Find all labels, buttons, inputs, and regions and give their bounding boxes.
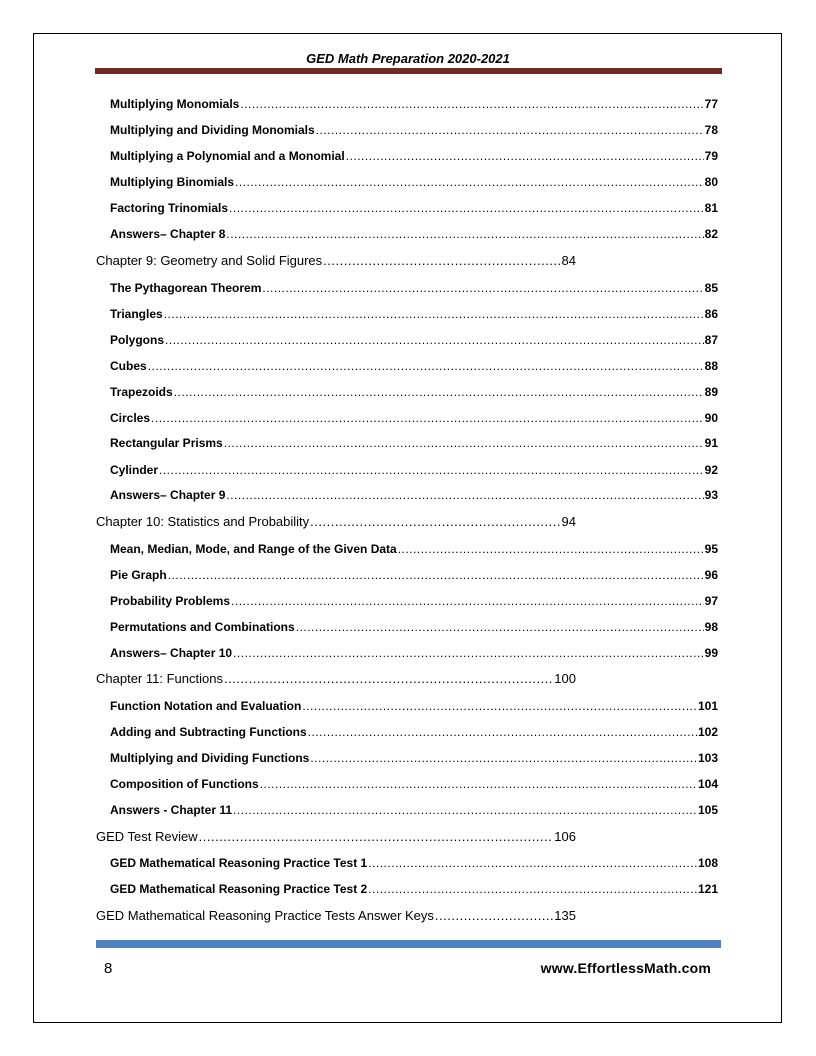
toc-leader-dots xyxy=(168,565,704,585)
toc-leader-dots xyxy=(398,539,704,559)
toc-entry-title: GED Mathematical Reasoning Practice Test 1 xyxy=(110,856,368,870)
toc-entry-page: 85 xyxy=(704,281,718,295)
toc-entry-title: Polygons xyxy=(110,333,165,347)
toc-entry[interactable] xyxy=(110,879,718,899)
toc-leader-dots xyxy=(226,224,703,244)
toc-entry[interactable] xyxy=(110,591,718,611)
toc-entry-page: 121 xyxy=(697,882,718,896)
toc-entry-title: Function Notation and Evaluation xyxy=(110,699,302,713)
toc-entry[interactable] xyxy=(110,565,718,585)
toc-chapter-page: 100 xyxy=(554,671,576,686)
toc-leader-dots xyxy=(308,722,697,742)
toc-entry[interactable] xyxy=(110,94,718,114)
toc-entry-page: 98 xyxy=(704,620,718,634)
toc-entry[interactable] xyxy=(110,748,718,768)
toc-leader-dots xyxy=(310,512,560,532)
toc-chapter[interactable] xyxy=(96,512,576,532)
toc-entry-page: 78 xyxy=(704,123,718,137)
toc-entry[interactable] xyxy=(110,433,718,453)
toc-leader-dots xyxy=(435,906,553,926)
toc-entry-page: 92 xyxy=(704,463,718,477)
toc-leader-dots xyxy=(235,172,704,192)
toc-entry-page: 87 xyxy=(704,333,718,347)
toc-entry[interactable] xyxy=(110,408,718,428)
toc-entry-page: 80 xyxy=(704,175,718,189)
toc-leader-dots xyxy=(151,408,704,428)
toc-entry-title: Factoring Trinomials xyxy=(110,201,229,215)
toc-entry-page: 95 xyxy=(704,542,718,556)
toc-entry[interactable] xyxy=(110,539,718,559)
toc-chapter-page: 94 xyxy=(561,514,576,529)
toc-chapter-title: GED Mathematical Reasoning Practice Tests Answer Keys xyxy=(96,908,434,923)
toc-entry-title: Answers– Chapter 9 xyxy=(110,488,226,502)
toc-entry-title: Multiplying and Dividing Functions xyxy=(110,751,310,765)
toc-chapter-title: Chapter 11: Functions xyxy=(96,671,223,686)
toc-entry-page: 96 xyxy=(704,568,718,582)
toc-entry-title: Cylinder xyxy=(110,463,159,477)
toc-entry[interactable] xyxy=(110,172,718,192)
toc-entry-title: The Pythagorean Theorem xyxy=(110,281,262,295)
toc-leader-dots xyxy=(240,94,703,114)
toc-leader-dots xyxy=(310,748,697,768)
toc-leader-dots xyxy=(368,853,697,873)
toc-entry-title: Probability Problems xyxy=(110,594,231,608)
toc-entry[interactable] xyxy=(110,356,718,376)
toc-leader-dots xyxy=(302,696,697,716)
toc-leader-dots xyxy=(226,485,703,505)
toc-entry[interactable] xyxy=(110,853,718,873)
toc-entry[interactable] xyxy=(110,800,718,820)
toc-entry-title: Trapezoids xyxy=(110,385,173,399)
toc-leader-dots xyxy=(368,879,697,899)
footer-rule xyxy=(96,940,721,948)
toc-entry-title: Answers - Chapter 11 xyxy=(110,803,233,817)
toc-leader-dots xyxy=(262,278,703,298)
toc-entry-title: Pie Graph xyxy=(110,568,167,582)
toc-entry[interactable] xyxy=(110,304,718,324)
toc-leader-dots xyxy=(174,382,704,402)
toc-entry-page: 102 xyxy=(697,725,718,739)
toc-leader-dots xyxy=(224,433,704,453)
toc-chapter[interactable] xyxy=(96,827,576,847)
toc-entry-page: 89 xyxy=(704,385,718,399)
toc-chapter-page: 135 xyxy=(554,908,576,923)
toc-entry-page: 82 xyxy=(704,227,718,241)
toc-entry-title: GED Mathematical Reasoning Practice Test 2 xyxy=(110,882,368,896)
toc-entry[interactable] xyxy=(110,382,718,402)
toc-chapter[interactable] xyxy=(96,669,576,689)
toc-entry-page: 99 xyxy=(704,646,718,660)
toc-chapter-title: GED Test Review xyxy=(96,829,198,844)
toc-entry[interactable] xyxy=(110,224,718,244)
toc-entry-title: Adding and Subtracting Functions xyxy=(110,725,307,739)
toc-entry[interactable] xyxy=(110,198,718,218)
toc-chapter-page: 106 xyxy=(554,829,576,844)
toc-leader-dots xyxy=(224,669,553,689)
toc-entry[interactable] xyxy=(110,617,718,637)
toc-entry-title: Multiplying Binomials xyxy=(110,175,235,189)
toc-entry-page: 108 xyxy=(697,856,718,870)
toc-entry-title: Mean, Median, Mode, and Range of the Given Data xyxy=(110,542,397,556)
toc-entry[interactable] xyxy=(110,722,718,742)
toc-leader-dots xyxy=(231,591,704,611)
toc-chapter-page: 84 xyxy=(561,253,576,268)
toc-entry-title: Circles xyxy=(110,411,151,425)
toc-entry[interactable] xyxy=(110,120,718,140)
page-number: 8 xyxy=(104,960,113,977)
toc-leader-dots xyxy=(148,356,704,376)
toc-entry-page: 86 xyxy=(704,307,718,321)
toc-entry-page: 88 xyxy=(704,359,718,373)
toc-entry[interactable] xyxy=(110,485,718,505)
toc-leader-dots xyxy=(199,827,554,847)
toc-entry-title: Composition of Functions xyxy=(110,777,259,791)
toc-leader-dots xyxy=(233,643,704,663)
toc-entry-title: Permutations and Combinations xyxy=(110,620,295,634)
toc-entry-title: Multiplying Monomials xyxy=(110,97,240,111)
website-link[interactable]: www.EffortlessMath.com xyxy=(540,960,711,976)
toc-entry[interactable] xyxy=(110,643,718,663)
toc-entry-page: 90 xyxy=(704,411,718,425)
toc-entry-title: Multiplying and Dividing Monomials xyxy=(110,123,315,137)
toc-entry-page: 81 xyxy=(704,201,718,215)
toc-leader-dots xyxy=(346,146,704,166)
toc-entry-page: 103 xyxy=(697,751,718,765)
toc-leader-dots xyxy=(159,460,704,480)
toc-entry-title: Rectangular Prisms xyxy=(110,436,223,450)
toc-entry[interactable] xyxy=(110,278,718,298)
toc-entry-page: 93 xyxy=(704,488,718,502)
header-title: GED Math Preparation 2020-2021 xyxy=(306,51,510,66)
toc-leader-dots xyxy=(323,251,560,271)
toc-chapter[interactable] xyxy=(96,906,576,926)
toc-entry-page: 91 xyxy=(704,436,718,450)
toc-entry-title: Cubes xyxy=(110,359,147,373)
header-rule xyxy=(95,68,722,74)
toc-entry[interactable] xyxy=(110,774,718,794)
toc-leader-dots xyxy=(233,800,697,820)
toc-leader-dots xyxy=(229,198,704,218)
toc-entry-page: 104 xyxy=(697,777,718,791)
toc-entry-title: Answers– Chapter 8 xyxy=(110,227,226,241)
toc-entry-page: 105 xyxy=(697,803,718,817)
toc-leader-dots xyxy=(296,617,704,637)
toc-entry-title: Answers– Chapter 10 xyxy=(110,646,233,660)
toc-entry-title: Triangles xyxy=(110,307,163,321)
toc-entry-title: Multiplying a Polynomial and a Monomial xyxy=(110,149,345,163)
toc-chapter-title: Chapter 9: Geometry and Solid Figures xyxy=(96,253,323,268)
toc-leader-dots xyxy=(165,330,704,350)
toc-entry-page: 79 xyxy=(704,149,718,163)
toc-entry[interactable] xyxy=(110,696,718,716)
toc-leader-dots xyxy=(260,774,697,794)
toc-entry-page: 97 xyxy=(704,594,718,608)
toc-entry[interactable] xyxy=(110,146,718,166)
toc-leader-dots xyxy=(316,120,704,140)
toc-chapter-title: Chapter 10: Statistics and Probability xyxy=(96,514,310,529)
toc-entry[interactable] xyxy=(110,460,718,480)
toc-entry[interactable] xyxy=(110,330,718,350)
toc-entry-page: 101 xyxy=(697,699,718,713)
toc-entry-page: 77 xyxy=(704,97,718,111)
toc-leader-dots xyxy=(164,304,704,324)
toc-chapter[interactable] xyxy=(96,251,576,271)
